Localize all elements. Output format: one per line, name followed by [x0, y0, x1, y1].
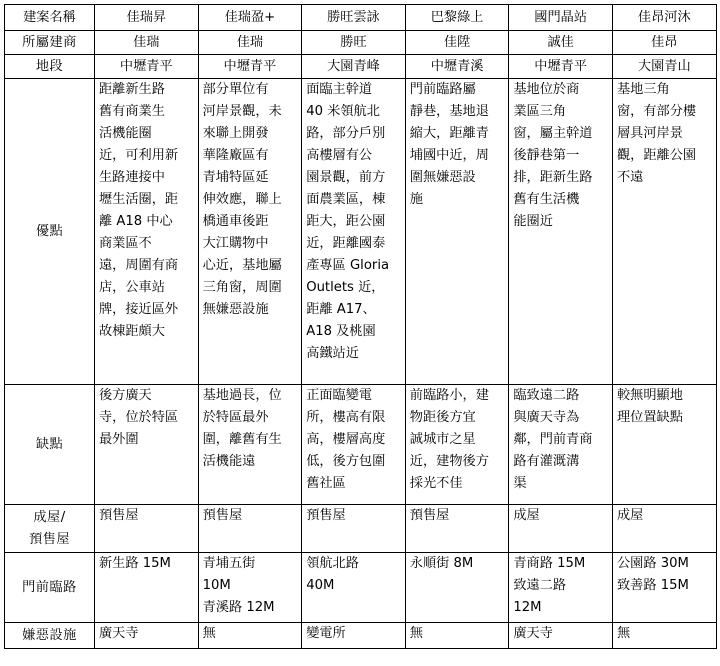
header-label: 建案名稱 — [5, 5, 95, 31]
project-name: 巴黎綠上 — [405, 5, 509, 31]
cons-cell: 正面臨變電 所，樓高有限 高，樓層高度 低，後方包圍 舊社區 — [302, 385, 406, 505]
pros-cell: 部分單位有 河岸景觀，未 來聯上開發 華隆廠區有 青埔特區延 伸效應，聯上 橋通車後距 大江購物中 心近，基地屬 三角窗，周圍 無嫌惡設施 — [198, 79, 302, 385]
pros-row — [5, 79, 717, 385]
developer-cell: 佳瑞 — [95, 31, 199, 55]
row-label-type: 成屋/ 預售屋 — [5, 505, 95, 553]
cons-cell: 前臨路小，建 物距後方宜 誠城市之星 近，建物後方 採光不佳 — [405, 385, 509, 505]
type-cell: 預售屋 — [95, 505, 199, 553]
road-cell: 新生路 15M — [95, 553, 199, 623]
cons-cell: 後方廣天 寺，位於特區 最外圍 — [95, 385, 199, 505]
developer-cell: 勝旺 — [302, 31, 406, 55]
type-cell: 預售屋 — [302, 505, 406, 553]
area-cell: 中壢青溪 — [405, 55, 509, 79]
road-cell: 青商路 15M 致遠二路 12M — [509, 553, 613, 623]
nuisance-cell: 廣天寺 — [95, 623, 199, 649]
area-cell: 大園青山 — [612, 55, 716, 79]
pros-cell: 基地位於商 業區三角 窗，屬主幹道 後靜巷第一 排，距新生路 舊有生活機 能圈近 — [509, 79, 613, 385]
row-label-nuisance: 嫌惡設施 — [5, 623, 95, 649]
project-name: 勝旺雲詠 — [302, 5, 406, 31]
property-type-row — [5, 505, 717, 553]
nuisance-cell: 無 — [198, 623, 302, 649]
developer-cell: 佳瑞 — [198, 31, 302, 55]
cons-cell: 基地過長，位 於特區最外 圍，離舊有生 活機能遠 — [198, 385, 302, 505]
row-label-road: 門前臨路 — [5, 553, 95, 623]
project-comparison-table — [4, 4, 717, 649]
road-cell: 公園路 30M 致善路 15M — [612, 553, 716, 623]
nuisance-cell: 無 — [612, 623, 716, 649]
type-cell: 成屋 — [509, 505, 613, 553]
road-cell: 青埔五街 10M 青溪路 12M — [198, 553, 302, 623]
area-cell: 中壢青平 — [509, 55, 613, 79]
cons-cell: 臨致遠二路 與廣天寺為 鄰，門前青商 路有灌溉溝 渠 — [509, 385, 613, 505]
type-cell: 成屋 — [612, 505, 716, 553]
area-cell: 大園青峰 — [302, 55, 406, 79]
nuisance-cell: 廣天寺 — [509, 623, 613, 649]
row-label-pros: 優點 — [5, 79, 95, 385]
project-name: 佳瑞盈+ — [198, 5, 302, 31]
cons-row — [5, 385, 717, 505]
pros-cell: 門前臨路屬 靜巷，基地退 縮大，距離青 埔國中近，周 圍無嫌惡設 施 — [405, 79, 509, 385]
row-label-area: 地段 — [5, 55, 95, 79]
nuisance-row — [5, 623, 717, 649]
area-cell: 中壢青平 — [198, 55, 302, 79]
pros-cell: 基地三角 窗，有部分樓 層具河岸景 觀，距離公園 不遠 — [612, 79, 716, 385]
row-label-developer: 所屬建商 — [5, 31, 95, 55]
area-row — [5, 55, 717, 79]
front-road-row — [5, 553, 717, 623]
project-name: 國門晶站 — [509, 5, 613, 31]
developer-cell: 佳陞 — [405, 31, 509, 55]
type-cell: 預售屋 — [405, 505, 509, 553]
project-name: 佳瑞昇 — [95, 5, 199, 31]
type-cell: 預售屋 — [198, 505, 302, 553]
nuisance-cell: 變電所 — [302, 623, 406, 649]
project-name: 佳昂河沐 — [612, 5, 716, 31]
pros-cell: 距離新生路 舊有商業生 活機能圈 近，可利用新 生路連接中 壢生活圈，距 離 A18 中心 商業區不 遠，周圍有商 店，公車站 牌，接近區外 故棟距頗大 — [95, 79, 199, 385]
pros-cell: 面臨主幹道 40 米領航北 路，部分戶別 高樓層有公 園景觀，前方 面農業區，棟 距大，距公園 近，距離國泰 產專區 Gloria Outlets 近， 距離 A17、 A18 及桃園 高鐵站近 — [302, 79, 406, 385]
developer-cell: 誠佳 — [509, 31, 613, 55]
cons-cell: 較無明顯地 理位置缺點 — [612, 385, 716, 505]
header-row — [5, 5, 717, 31]
area-cell: 中壢青平 — [95, 55, 199, 79]
nuisance-cell: 無 — [405, 623, 509, 649]
developer-cell: 佳昂 — [612, 31, 716, 55]
road-cell: 領航北路 40M — [302, 553, 406, 623]
developer-row — [5, 31, 717, 55]
road-cell: 永順街 8M — [405, 553, 509, 623]
row-label-cons: 缺點 — [5, 385, 95, 505]
